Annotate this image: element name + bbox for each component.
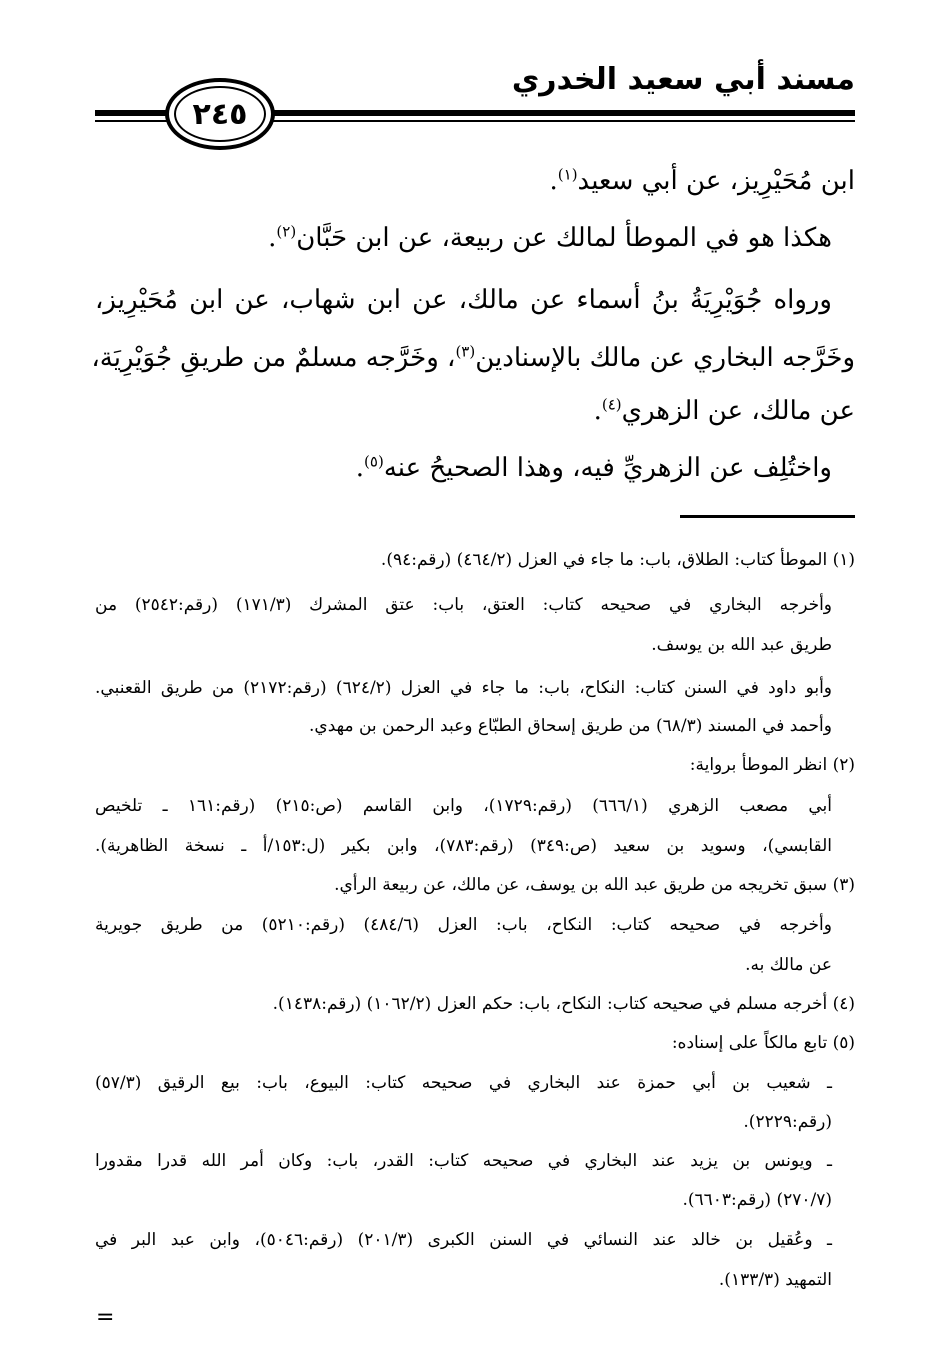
footnote-line: القابسي)، وسويد بن سعيد (ص:٣٤٩) (رقم:٧٨٣)، وابن بكير (ل:١٥٣/أ ـ نسخة الظاهرية).	[95, 836, 832, 856]
footnote-line: أبي مصعب الزهري (٦٦٦/١) (رقم:١٧٢٩)، وابن القاسم (ص:٢١٥) (رقم:١٦١ ـ تلخيص	[95, 796, 833, 816]
main-line-text: ابن مُحَيْرِيز، عن أبي سعيد	[577, 166, 855, 196]
footnote-line: عن مالك به.	[745, 955, 832, 975]
main-line-text: وخَرَّجه البخاري عن مالك بالإسنادين	[475, 343, 855, 373]
main-line-5: عن مالك، عن الزهري$^{(٤)}$.	[593, 395, 855, 426]
footnote-ref: (٣)	[455, 342, 476, 361]
footnote-line: طريق عبد الله بن يوسف.	[651, 635, 832, 655]
footnote-ref: (١)	[557, 165, 578, 184]
footnote-line: (رقم:٢٢٢٩).	[743, 1112, 832, 1132]
footnote-line: (٣) سبق تخريجه من طريق عبد الله بن يوسف، عن مالك، عن ربيعة الرأي.	[334, 875, 855, 895]
footnote-line: (٤) أخرجه مسلم في صحيحه كتاب: النكاح، باب: حكم العزل (١٠٦٢/٢) (رقم:١٤٣٨).	[272, 994, 855, 1014]
main-line-3: ورواه جُوَيْرِيَةُ بنُ أسماء عن مالك، عن ابن شهاب، عن ابن مُحَيْرِيز،	[95, 285, 832, 315]
footnote-line: وأبو داود في السنن كتاب: النكاح، باب: ما جاء في العزل (٦٢٤/٢) (رقم:٢١٧٢) من طريق القعنبي.	[95, 678, 833, 698]
footnote-line: (١) الموطأ كتاب: الطلاق، باب: ما جاء في العزل (٤٦٤/٢) (رقم:٩٤).	[380, 550, 855, 570]
main-line-text: عن مالك، عن الزهري	[621, 396, 855, 426]
page-number: ٢٤٥	[174, 86, 266, 142]
footnote-line: ـ شعيب بن أبي حمزة عند البخاري في صحيحه كتاب: البيوع، باب: بيع الرقيق (٥٧/٣)	[95, 1073, 832, 1093]
page-number-badge	[165, 78, 275, 150]
footnote-line: وأحمد في المسند (٦٨/٣) من طريق إسحاق الطبّاع وعبد الرحمن بن مهدي.	[309, 716, 832, 736]
main-line-6: واختُلِف عن الزهريِّ فيه، وهذا الصحيحُ عنه$^{(٥)}$.	[355, 452, 832, 483]
main-line-4: وخَرَّجه البخاري عن مالك بالإسنادين$^{(٣)}$، وخَرَّجه مسلمٌ من طريقِ جُوَيْرِيَة،	[91, 342, 855, 373]
footnote-line: وأخرجه في صحيحه كتاب: النكاح، باب: العزل (٤٨٤/٦) (رقم:٥٢١٠) من طريق جويرية	[95, 915, 832, 935]
main-line-text: هكذا هو في الموطأ لمالك عن ربيعة، عن ابن حَبَّان	[296, 223, 832, 253]
footnote-line: (٢) انظر الموطأ برواية:	[689, 755, 855, 775]
footnote-ref: (٥)	[364, 452, 384, 471]
footnote-line: التمهيد (١٣٣/٣).	[718, 1270, 832, 1290]
footnote-ref: (٤)	[601, 395, 622, 414]
main-line-text: واختُلِف عن الزهريِّ فيه، وهذا الصحيحُ عنه	[383, 453, 832, 483]
footnote-line: ـ وعُقيل بن خالد عند النسائي في السنن الكبرى (٢٠١/٣) (رقم:٥٠٤٦)، وابن عبد البر في	[95, 1230, 833, 1250]
continuation-mark: =	[96, 1305, 115, 1330]
footnote-line: (٢٧٠/٧) (رقم:٦٦٠٣).	[682, 1190, 832, 1210]
footnote-separator	[680, 515, 855, 518]
main-line-1: ابن مُحَيْرِيز، عن أبي سعيد$^{(١)}$.	[549, 165, 855, 196]
main-line-2: هكذا هو في الموطأ لمالك عن ربيعة، عن ابن حَبَّان$^{(٢)}$.	[268, 222, 832, 253]
footnote-line: وأخرجه البخاري في صحيحه كتاب: العتق، باب: عتق المشرك (١٧١/٣) (رقم:٢٥٤٢) من	[95, 595, 833, 615]
footnote-line: ـ ويونس بن يزيد عند البخاري في صحيحه كتاب: القدر، باب: وكان أمر الله قدرا مقدورا	[95, 1151, 832, 1171]
book-title: مسند أبي سعيد الخدري	[511, 62, 855, 97]
footnote-ref: (٢)	[276, 222, 297, 241]
footnote-line: (٥) تابع مالكاً على إسناده:	[671, 1033, 855, 1053]
